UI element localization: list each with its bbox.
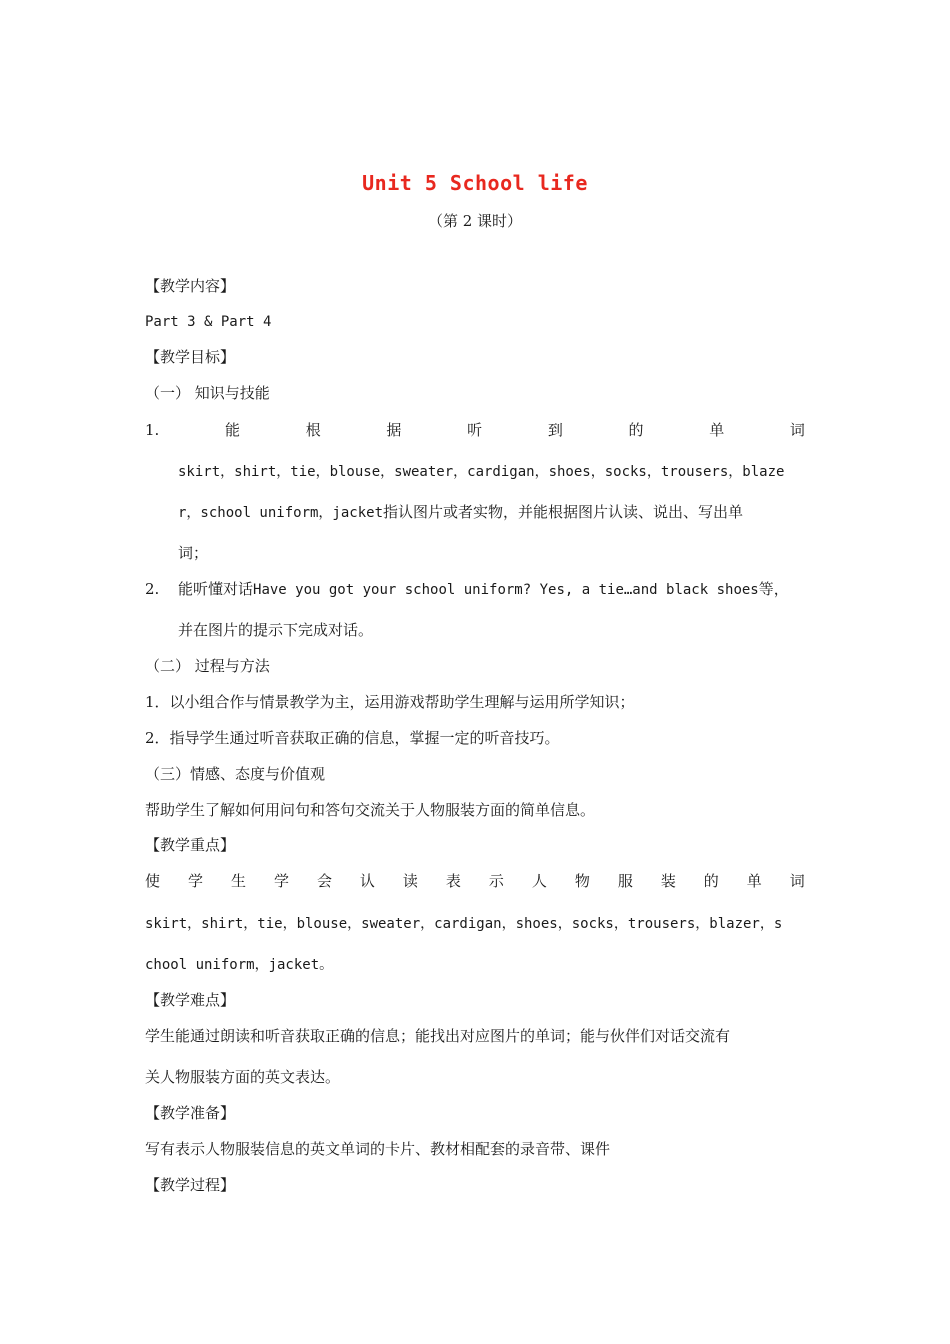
item2-line1: 2. 能听懂对话Have you got your school uniform? Yes, a tie…and black shoes等， [145, 580, 789, 598]
values-text: 帮助学生了解如何用问句和答句交流关于人物服装方面的简单信息。 [145, 801, 596, 819]
key-points-line1: 使 学 生 学 会 认 读 表 示 人 物 服 装 的 单 词 [145, 872, 805, 890]
document-title: Unit 5 School life [362, 171, 588, 195]
procedure-heading: 【教学过程】 [145, 1176, 236, 1194]
item1-line1: 1. 能 根 据 听 到 的 单 词 [145, 421, 805, 439]
item1-line2: skirt，shirt，tie，blouse，sweater，cardigan，shoes，socks，trousers，blaze [178, 464, 785, 480]
section3-heading: （三）情感、态度与价值观 [145, 765, 326, 783]
item1-line4: 词； [178, 544, 209, 562]
item2-line2: 并在图片的提示下完成对话。 [178, 621, 374, 639]
section1-heading: （一） 知识与技能 [145, 384, 270, 402]
difficulty-line1: 学生能通过朗读和听音获取正确的信息；能找出对应图片的单词；能与伙伴们对话交流有 [145, 1027, 731, 1045]
item2-number: 2. [145, 580, 160, 598]
difficulty-heading: 【教学难点】 [145, 991, 236, 1009]
section2-heading: （二） 过程与方法 [145, 657, 270, 675]
difficulty-line2: 关人物服装方面的英文表达。 [145, 1068, 341, 1086]
lesson-number: （第 2 课时） [427, 212, 523, 230]
content-heading: 【教学内容】 [145, 277, 236, 295]
content-text: Part 3 & Part 4 [145, 314, 272, 330]
preparation-text: 写有表示人物服装信息的英文单词的卡片、教材相配套的录音带、课件 [145, 1140, 611, 1158]
goals-heading: 【教学目标】 [145, 348, 236, 366]
item1-number: 1. [145, 421, 160, 439]
key-points-heading: 【教学重点】 [145, 836, 236, 854]
process-item-2: 2．指导学生通过听音获取正确的信息，掌握一定的听音技巧。 [145, 729, 560, 747]
item1-line3: r，school uniform，jacket指认图片或者实物，并能根据图片认读、说出、写出单 [178, 503, 744, 521]
key-points-line2: skirt，shirt，tie，blouse，sweater，cardigan，shoes，socks，trousers，blazer，s [145, 916, 783, 932]
preparation-heading: 【教学准备】 [145, 1104, 236, 1122]
process-item-1: 1．以小组合作与情景教学为主，运用游戏帮助学生理解与运用所学知识； [145, 693, 635, 711]
key-points-line3: chool uniform，jacket。 [145, 957, 334, 973]
